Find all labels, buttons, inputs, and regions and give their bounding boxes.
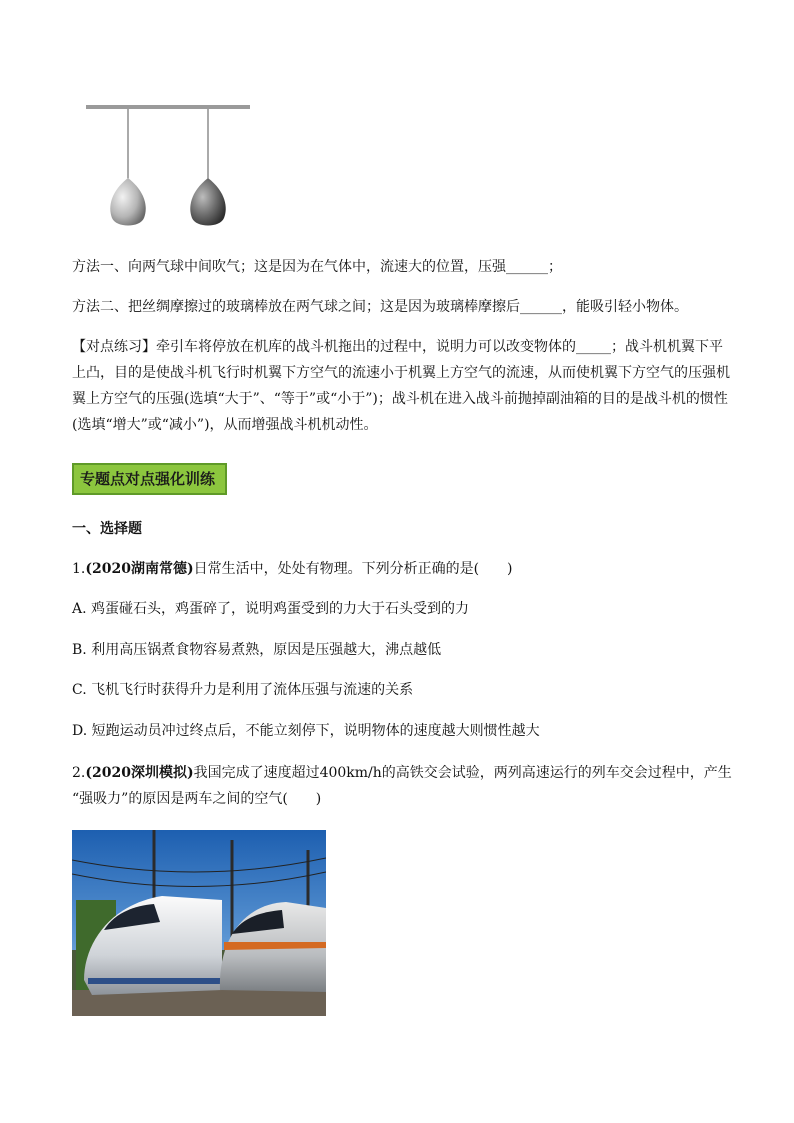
- question-1-text: 日常生活中，处处有物理。下列分析正确的是( ): [193, 561, 513, 577]
- question-2-text-1: 我国完成了速度超过400km/h的高铁交会试验，两列高速运行的列车交会过程中，产生: [193, 765, 732, 781]
- high-speed-trains-photo-icon: [72, 830, 326, 1016]
- question-1-option-c: C. 飞机飞行时获得升力是利用了流体压强与流速的关系: [72, 682, 414, 698]
- question-2-source: (2020深圳模拟): [85, 765, 194, 781]
- question-2-stem-line-2: “强吸力”的原因是两车之间的空气( ): [72, 791, 322, 807]
- question-1-number: 1.: [72, 561, 86, 577]
- method-one-text: 方法一、向两气球中间吹气；这是因为在气体中，流速大的位置，压强______；: [72, 259, 562, 275]
- two-hanging-balloons-icon: [86, 100, 256, 235]
- question-2-stem-line-1: [72, 763, 732, 783]
- question-1-source: (2020湖南常德): [85, 561, 194, 577]
- method-two-text: 方法二、把丝绸摩擦过的玻璃棒放在两气球之间；这是因为玻璃棒摩擦后______，能吸引轻小物体。: [72, 299, 688, 315]
- question-1-option-d: D. 短跑运动员冲过终点后，不能立刻停下，说明物体的速度越大则惯性越大: [72, 723, 540, 739]
- section-title: 一、选择题: [72, 521, 142, 537]
- question-1-option-b: B. 利用高压锅煮食物容易煮熟，原因是压强越大，沸点越低: [72, 642, 442, 658]
- question-1-stem: [72, 559, 732, 579]
- question-1-option-a: A. 鸡蛋碰石头，鸡蛋碎了，说明鸡蛋受到的力大于石头受到的力: [72, 601, 470, 617]
- section-badge: 专题点对点强化训练: [72, 463, 227, 495]
- practice-paragraph: 【对点练习】牵引车将停放在机库的战斗机拖出的过程中，说明力可以改变物体的_____；战斗机机翼下平上凸，目的是使战斗机飞行时机翼下方空气的流速小于机翼上方空气的流速，从而使机翼下方空气的压强机翼上方空气的压强(选填“大于”、“等于”或“小于”)；战斗机在进入战斗前抛掉副油箱的目的是战斗机的惯性(选填“增大”或“减小”)，从而增强战斗机机动性。: [72, 339, 730, 433]
- question-2-number: 2.: [72, 765, 86, 781]
